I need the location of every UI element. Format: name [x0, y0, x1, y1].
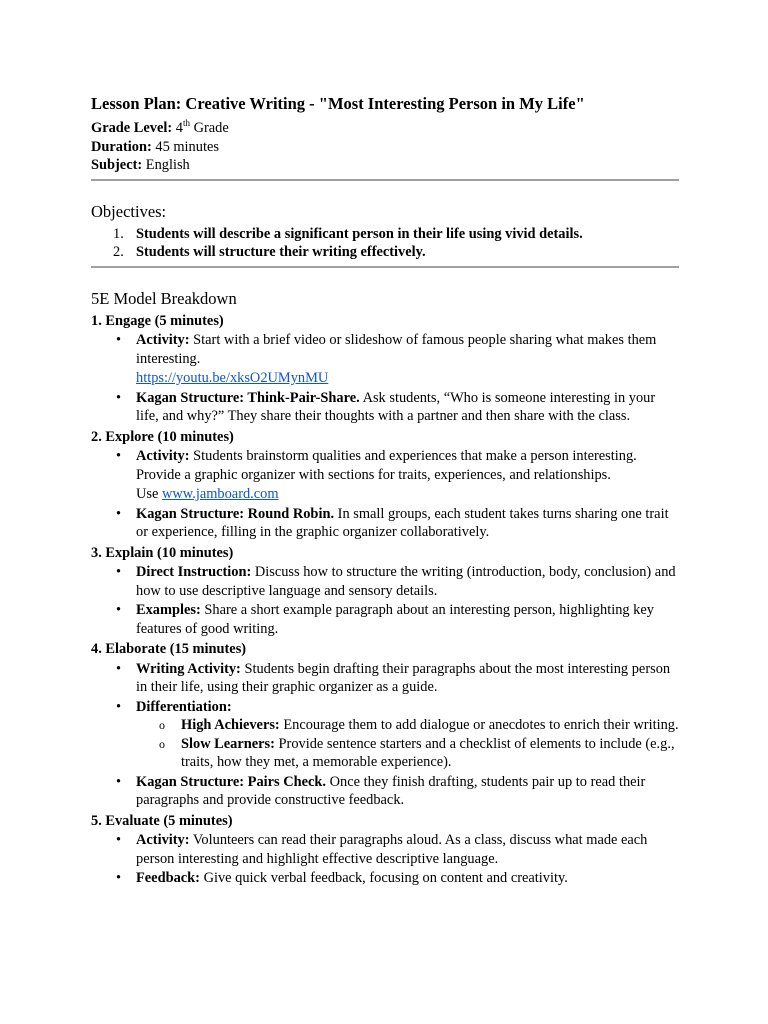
list-item — [91, 389, 679, 426]
bullet-icon: • — [116, 698, 122, 715]
item-text: Start with a brief video or slideshow of famous people sharing what makes them interesting. — [136, 332, 657, 367]
list-item — [91, 601, 679, 638]
divider — [91, 266, 679, 268]
duration-label: Duration: — [91, 138, 152, 155]
objective-number: 1. — [113, 225, 124, 242]
grade-level-label: Grade Level: — [91, 120, 173, 136]
explain-heading: 3. Explain (10 minutes) — [91, 544, 234, 561]
objective-text: Students will structure their writing effectively. — [136, 244, 426, 260]
bullet-icon: • — [116, 389, 122, 406]
document-content — [91, 94, 679, 889]
list-item — [91, 773, 679, 810]
sub-bullet-icon: o — [159, 736, 165, 751]
sub-list-item — [136, 735, 679, 772]
item-label: Activity: — [136, 448, 190, 464]
list-item — [91, 447, 679, 504]
item-label: Activity: — [136, 332, 190, 348]
bullet-icon: • — [116, 870, 122, 886]
list-item — [91, 698, 679, 772]
item-text: Encourage them to add dialogue or anecdotes to enrich their writing. — [283, 717, 679, 733]
objective-item — [91, 243, 679, 262]
item-label: High Achievers: — [181, 717, 280, 733]
item-label: Slow Learners: — [181, 735, 275, 752]
item-text: Give quick verbal feedback, focusing on content and creativity. — [203, 870, 568, 886]
item-label: Differentiation: — [136, 698, 232, 715]
use-prefix: Use — [136, 486, 159, 502]
sub-bullet-icon: o — [159, 718, 165, 732]
item-label: Activity: — [136, 832, 190, 848]
subject-line — [91, 156, 679, 175]
list-item — [91, 660, 679, 697]
subject-value: English — [145, 157, 190, 173]
divider — [91, 179, 679, 181]
item-text: Students brainstorm qualities and experiences that make a person interesting. Provide a graphic organizer with sections for traits, experiences, and relationships. — [136, 448, 637, 483]
jamboard-link[interactable]: www.jamboard.com — [162, 486, 279, 502]
item-text: Once they finish drafting, students pair up to read their paragraphs and provide constructive feedback. — [136, 773, 646, 808]
objectives-list — [91, 225, 679, 262]
item-text: Discuss how to structure the writing (introduction, body, conclusion) and how to use descriptive language and sensory details. — [136, 564, 676, 599]
item-label: Feedback: — [136, 870, 200, 886]
elaborate-list — [91, 660, 679, 810]
item-label: Kagan Structure: Round Robin. — [136, 505, 335, 522]
grade-level-ordinal: th — [182, 118, 190, 129]
list-item — [91, 869, 679, 888]
evaluate-heading: 5. Evaluate (5 minutes) — [91, 812, 233, 829]
item-text: Share a short example paragraph about an interesting person, highlighting key features of good writing. — [136, 602, 654, 637]
objective-item — [91, 225, 679, 244]
grade-level-line — [91, 119, 679, 138]
item-label: Kagan Structure: Pairs Check. — [136, 773, 326, 790]
duration-line — [91, 138, 679, 157]
item-label: Kagan Structure: Think-Pair-Share. — [136, 389, 360, 406]
bullet-icon: • — [116, 660, 122, 677]
bullet-icon: • — [116, 564, 122, 580]
bullet-icon: • — [116, 832, 122, 848]
evaluate-list — [91, 831, 679, 888]
item-label: Direct Instruction: — [136, 564, 252, 580]
list-item — [91, 505, 679, 542]
item-text: In small groups, each student takes turns sharing one trait or experience, filling in the graphic organizer collaboratively. — [136, 505, 669, 540]
bullet-icon: • — [116, 448, 122, 464]
explain-list — [91, 563, 679, 638]
grade-level-number: 4 — [175, 120, 183, 136]
bullet-icon: • — [116, 773, 122, 790]
item-label: Examples: — [136, 602, 201, 618]
bullet-icon: • — [116, 332, 122, 348]
item-text: Ask students, “Who is someone interesting in your life, and why?” They share their thoughts with a partner and then share with the class. — [136, 389, 656, 424]
objective-number: 2. — [113, 244, 124, 260]
elaborate-heading: 4. Elaborate (15 minutes) — [91, 641, 247, 657]
duration-value: 45 minutes — [155, 138, 219, 155]
grade-level-suffix: Grade — [193, 120, 229, 136]
objectives-heading: Objectives: — [91, 201, 167, 221]
explore-list — [91, 447, 679, 542]
video-link[interactable]: https://youtu.be/xksO2UMynMU — [136, 370, 329, 386]
list-item — [91, 563, 679, 600]
engage-list — [91, 331, 679, 426]
item-text: Volunteers can read their paragraphs aloud. As a class, discuss what made each person interesting and highlight effective descriptive language. — [136, 832, 648, 867]
item-text: Provide sentence starters and a checklist of elements to include (e.g., traits, how they met, a memorable experience). — [181, 735, 675, 770]
subject-label: Subject: — [91, 157, 143, 173]
explore-heading: 2. Explore (10 minutes) — [91, 428, 234, 445]
item-label: Writing Activity: — [136, 660, 241, 677]
model-heading: 5E Model Breakdown — [91, 288, 237, 308]
engage-heading: 1. Engage (5 minutes) — [91, 312, 224, 329]
list-item — [91, 831, 679, 868]
page-title: Lesson Plan: Creative Writing - "Most Interesting Person in My Life" — [91, 94, 585, 113]
bullet-icon: • — [116, 602, 122, 618]
sub-list-item — [136, 716, 679, 735]
objective-text: Students will describe a significant person in their life using vivid details. — [136, 225, 583, 242]
bullet-icon: • — [116, 505, 122, 522]
differentiation-list — [136, 716, 679, 772]
list-item — [91, 331, 679, 388]
item-text: Students begin drafting their paragraphs about the most interesting person in their life, using their graphic organizer as a guide. — [136, 660, 671, 695]
